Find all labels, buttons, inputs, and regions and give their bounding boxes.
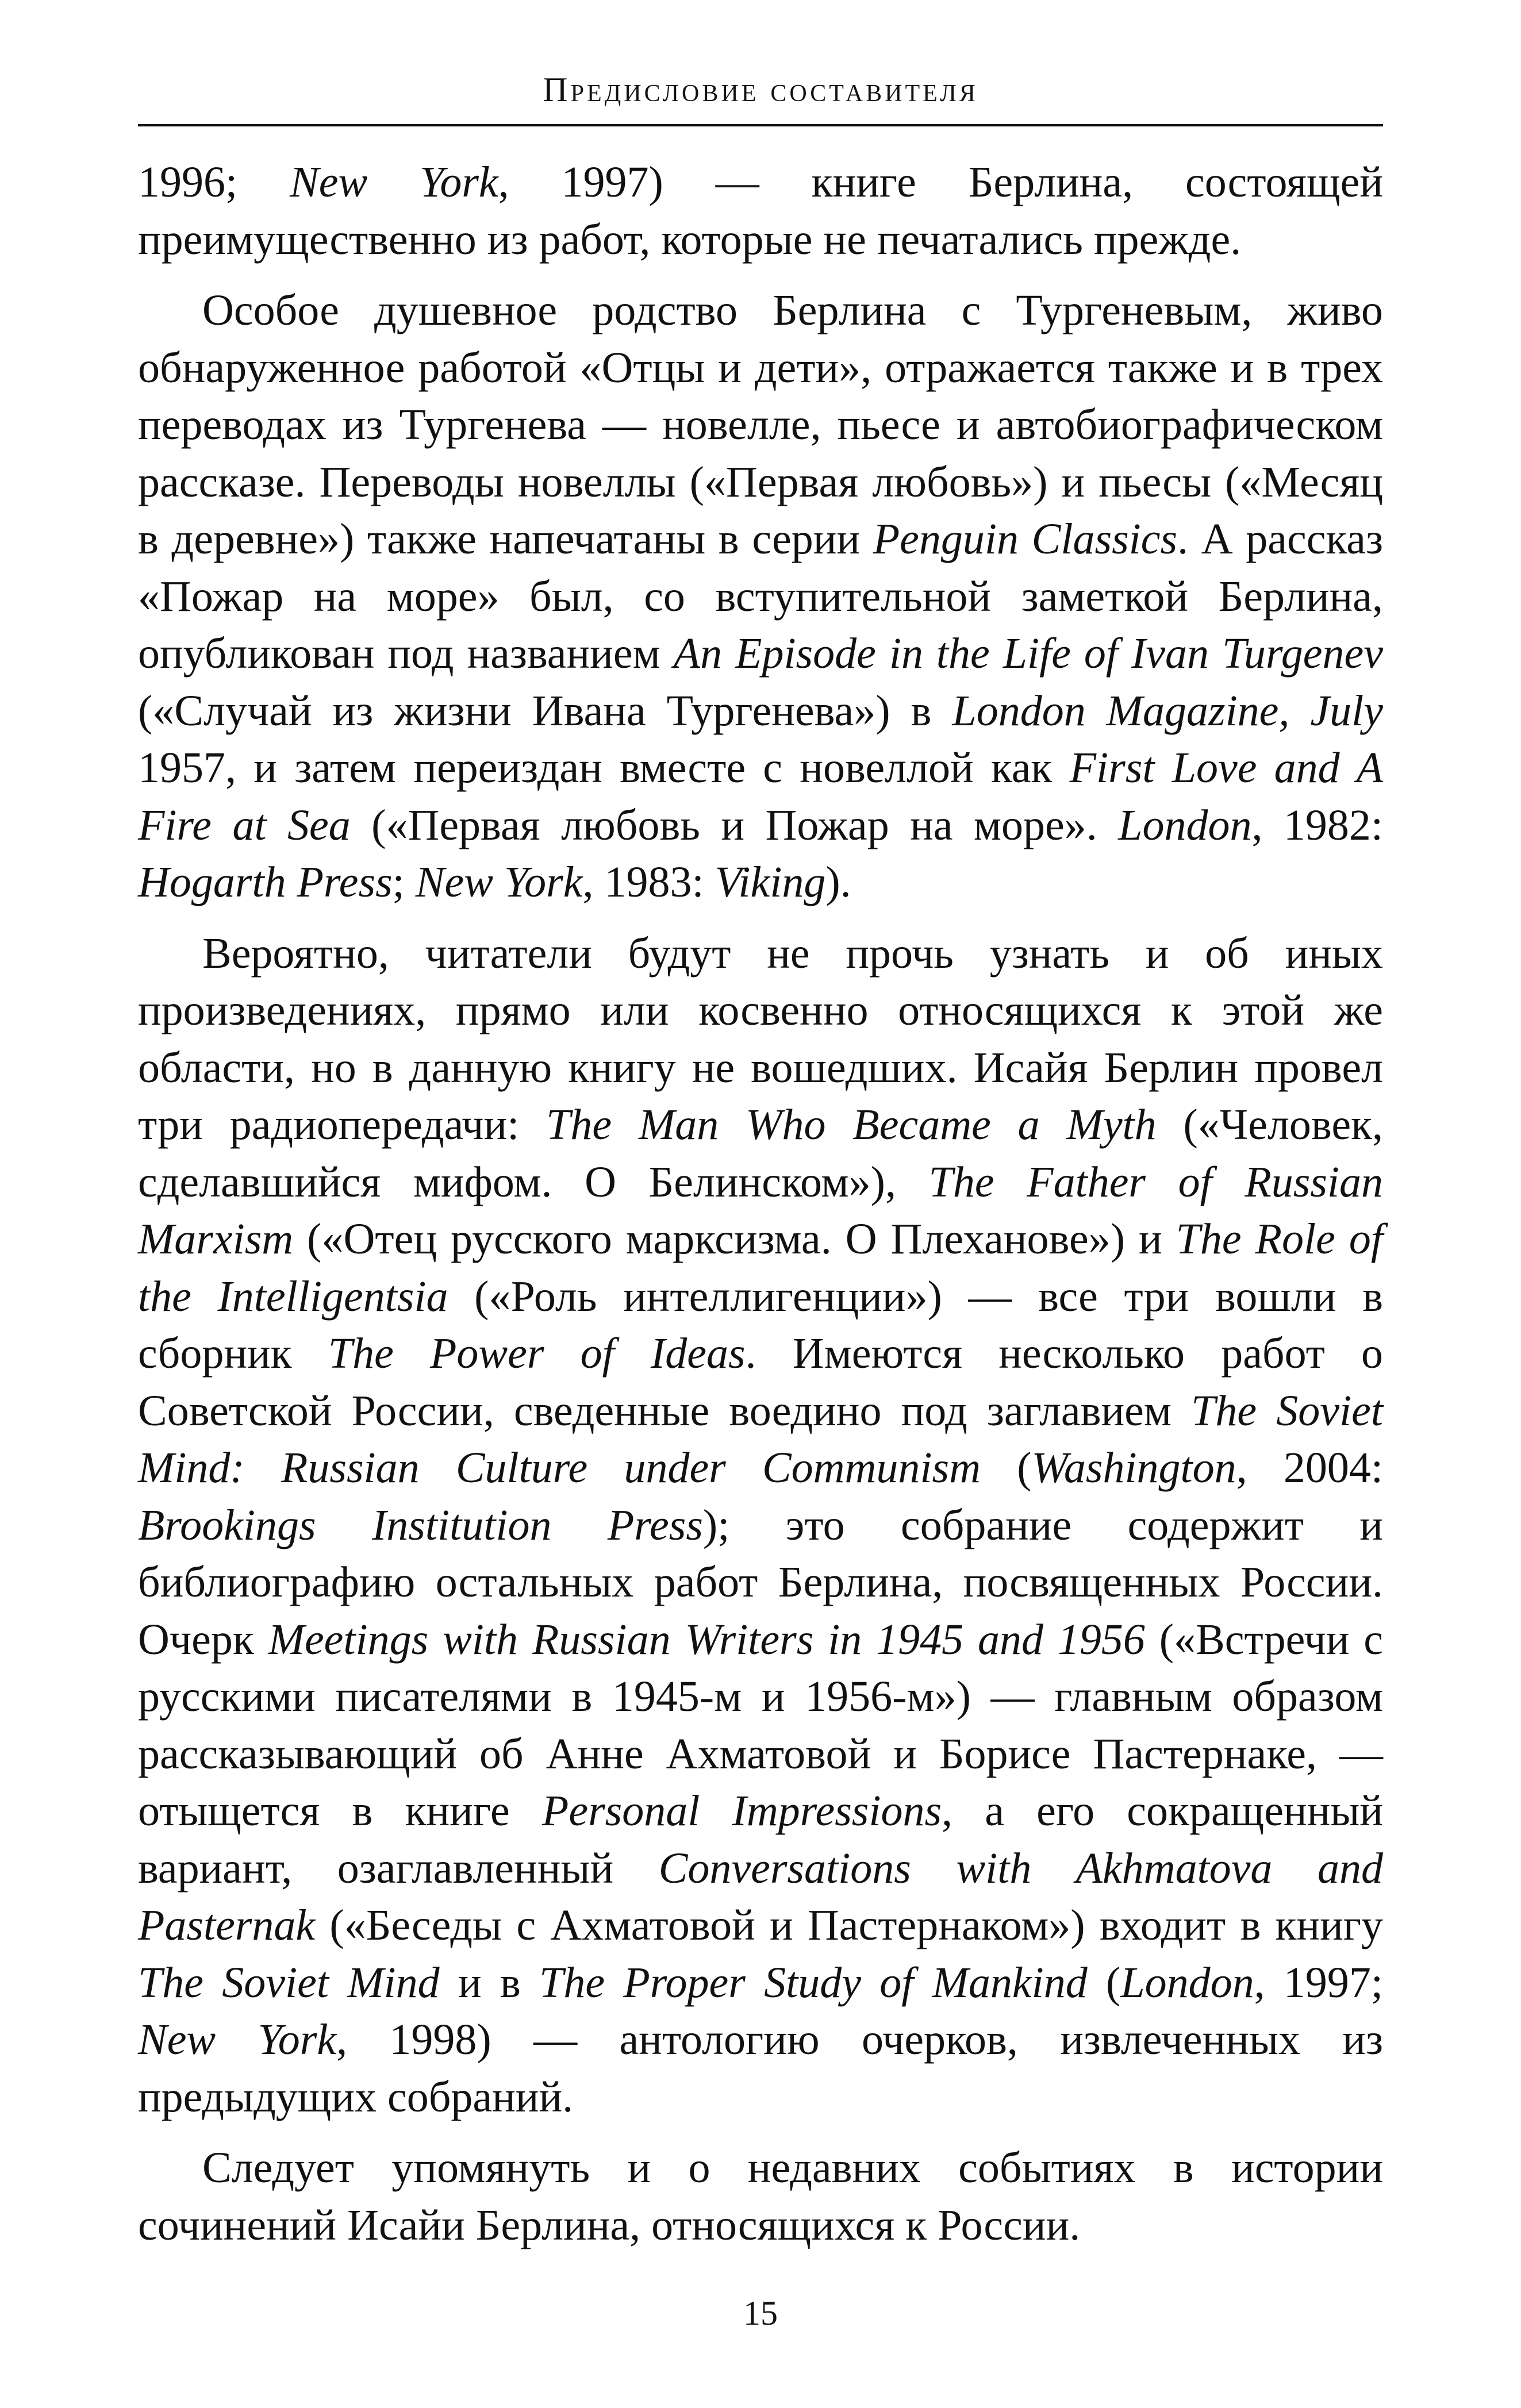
text-run: , 1983: bbox=[582, 858, 715, 906]
text-run: («Первая любовь и Пожар на море». bbox=[350, 801, 1119, 849]
italic-run: The Soviet Mind bbox=[138, 1958, 440, 2007]
text-run: ); это собрание содержит и библиографию остальных работ Берлина, посвященных России. Очерк bbox=[138, 1501, 1383, 1664]
text-run: , 1997; bbox=[1254, 1958, 1384, 2007]
text-run: 1957, и затем переиздан вместе с новеллой как bbox=[138, 744, 1070, 792]
text-run: 1996; bbox=[138, 158, 290, 206]
text-run: , 1997) — книге Берлина, состоящей преимущественно из работ, которые не печатались прежде. bbox=[138, 158, 1383, 264]
italic-run: The Power of Ideas bbox=[328, 1329, 746, 1378]
text-run: («Человек, сделавшийся мифом. О Белинском»), bbox=[138, 1101, 1383, 1206]
paragraph bbox=[138, 925, 1383, 2126]
text-run: ; bbox=[392, 858, 416, 906]
italic-run: Brookings Institution Press bbox=[138, 1501, 703, 1549]
italic-run: An Episode in the Life of Ivan Turgenev bbox=[673, 629, 1383, 678]
italic-run: New York bbox=[290, 158, 498, 206]
italic-run: Hogarth Press bbox=[138, 858, 393, 906]
paragraph bbox=[138, 282, 1383, 911]
italic-run: First Love and A Fire at Sea bbox=[138, 744, 1383, 849]
italic-run: Meetings with Russian Writers in 1945 and 1956 bbox=[268, 1615, 1145, 1664]
italic-run: Penguin Classics bbox=[873, 515, 1178, 563]
text-run: , 1982: bbox=[1251, 801, 1383, 849]
paragraph bbox=[138, 154, 1383, 268]
italic-run: The Father of Russian Marxism bbox=[138, 1157, 1384, 1263]
italic-run: New York bbox=[138, 2015, 337, 2064]
text-run: («Случай из жизни Ивана Тургенева») в bbox=[138, 686, 952, 735]
italic-run: The Proper Study of Mankind bbox=[539, 1958, 1088, 2007]
text-run: . Имеются несколько работ о Советской России, сведенные воедино под заглавием bbox=[138, 1329, 1383, 1435]
text-run: ( bbox=[1087, 1958, 1121, 2007]
italic-run: The Man Who Became a Myth bbox=[546, 1101, 1157, 1149]
text-run: ( bbox=[981, 1444, 1032, 1492]
text-run: Вероятно, читатели будут не прочь узнать и об иных произведениях, прямо или косвенно относящихся к этой же области, но в данную книгу не вошедших. Исайя Берлин провел три радиопередачи: bbox=[138, 929, 1383, 1149]
italic-run: The Soviet Mind: Russian Culture under Communism bbox=[138, 1386, 1383, 1492]
italic-run: The Role of the Intelligentsia bbox=[138, 1215, 1384, 1321]
paragraph bbox=[138, 2140, 1383, 2254]
text-run: , а его сокращенный вариант, озаглавленный bbox=[138, 1787, 1384, 1892]
italic-run: Personal Impressions bbox=[541, 1787, 942, 1835]
italic-run: Viking bbox=[715, 858, 826, 906]
italic-run: New York bbox=[415, 858, 583, 906]
text-run: ). bbox=[825, 858, 851, 906]
text-run: Особое душевное родство Берлина с Тургеневым, живо обнаруженное работой «Отцы и дети», отражается также и в трех переводах из Тургенева — новелле, пьесе и автобиографическом рассказе. Переводы новеллы («Первая любовь») и пьесы («Месяц в деревне») также напечатаны в серии bbox=[138, 286, 1383, 563]
text-run: . А рассказ «Пожар на море» был, со вступительной заметкой Берлина, опубликован под названием bbox=[138, 515, 1384, 678]
running-head: Предисловие составителя bbox=[543, 71, 978, 109]
italic-run: Washington bbox=[1031, 1444, 1236, 1492]
header-rule bbox=[138, 124, 1383, 126]
text-run: («Встречи с русскими писателями в 1945-м и 1956-м») — главным образом рассказывающий об Анне Ахматовой и Борисе Пастернаке, — отыщется в книге bbox=[138, 1615, 1383, 1835]
text-run: Следует упомянуть и о недавних событиях в истории сочинений Исайи Берлина, относящихся к России. bbox=[138, 2144, 1383, 2249]
text-run: («Отец русского марксизма. О Плеханове») и bbox=[293, 1215, 1176, 1263]
page-number: 15 bbox=[743, 2294, 778, 2332]
text-run: , 1998) — антологию очерков, извлеченных из предыдущих собраний. bbox=[138, 2015, 1383, 2121]
body-text bbox=[138, 154, 1383, 2268]
italic-run: Conversations with Akhmatova and Pasternak bbox=[138, 1844, 1383, 1949]
italic-run: London bbox=[1120, 1958, 1254, 2007]
text-run: («Беседы с Ахматовой и Пастернаком») входит в книгу bbox=[315, 1901, 1383, 1949]
italic-run: London Magazine, July bbox=[952, 686, 1383, 735]
text-run: , 2004: bbox=[1236, 1444, 1383, 1492]
italic-run: London bbox=[1118, 801, 1252, 849]
text-run: («Роль интеллигенции») — все три вошли в сборник bbox=[138, 1272, 1383, 1378]
text-run: и в bbox=[439, 1958, 540, 2007]
